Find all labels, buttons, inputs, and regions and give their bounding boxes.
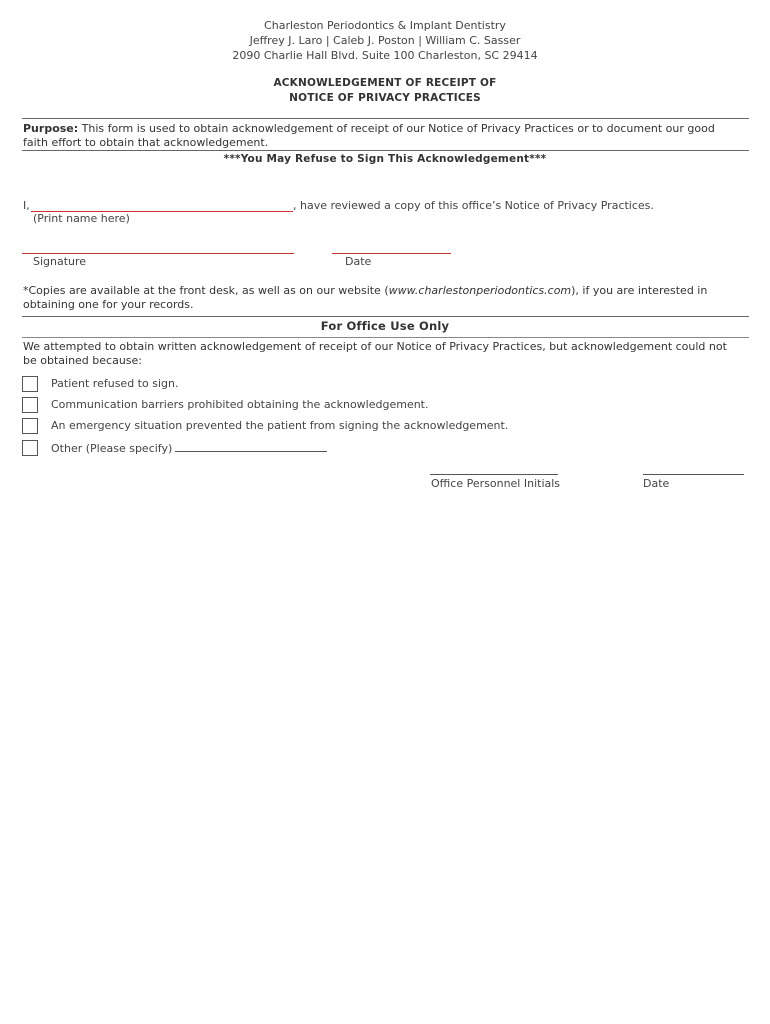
copies-note-before: *Copies are available at the front desk, as well as on our website ( xyxy=(23,284,389,297)
other-option xyxy=(51,441,327,455)
office-date-line[interactable] xyxy=(643,474,744,475)
practice-address: 2090 Charlie Hall Blvd. Suite 100 Charleston, SC 29414 xyxy=(232,49,538,62)
purpose-statement xyxy=(23,122,743,150)
emergency-situation-checkbox[interactable] xyxy=(22,418,38,434)
signature-date-label: Date xyxy=(345,255,372,268)
print-name-hint: (Print name here) xyxy=(33,212,130,225)
option-label: Patient refused to sign. xyxy=(51,377,179,390)
purpose-text: This form is used to obtain acknowledgement of receipt of our Notice of Privacy Practices or to document our good faith effort to obtain that acknowledgement. xyxy=(23,122,715,149)
copies-note xyxy=(23,284,743,312)
refuse-notice: ***You May Refuse to Sign This Acknowledgement*** xyxy=(223,153,547,165)
form-title-line-2: NOTICE OF PRIVACY PRACTICES xyxy=(289,92,481,104)
divider xyxy=(22,316,749,317)
other-checkbox[interactable] xyxy=(22,440,38,456)
office-use-intro: We attempted to obtain written acknowledgement of receipt of our Notice of Privacy Practices, but acknowledgement could not be obtained because: xyxy=(23,340,727,367)
divider xyxy=(22,118,749,119)
ack-prefix: I, xyxy=(23,199,30,212)
signature-label: Signature xyxy=(33,255,87,268)
divider xyxy=(22,337,749,338)
initials-line[interactable] xyxy=(430,474,558,475)
office-date-label: Date xyxy=(643,477,670,490)
website-link[interactable]: www.charlestonperiodontics.com xyxy=(388,284,572,297)
ack-suffix: , have reviewed a copy of this office’s Notice of Privacy Practices. xyxy=(293,199,654,212)
option-label: Other (Please specify) xyxy=(51,442,173,455)
other-specify-field[interactable] xyxy=(175,441,327,452)
patient-refused-checkbox[interactable] xyxy=(22,376,38,392)
purpose-label: Purpose: xyxy=(23,122,79,135)
option-label: An emergency situation prevented the patient from signing the acknowledgement. xyxy=(51,419,509,432)
practice-name: Charleston Periodontics & Implant Dentistry xyxy=(264,19,506,32)
communication-barriers-checkbox[interactable] xyxy=(22,397,38,413)
doctor-names: Jeffrey J. Laro | Caleb J. Poston | William C. Sasser xyxy=(249,34,521,47)
signature-line[interactable] xyxy=(22,253,294,254)
form-title-line-1: ACKNOWLEDGEMENT OF RECEIPT OF xyxy=(273,77,497,89)
option-label: Communication barriers prohibited obtaining the acknowledgement. xyxy=(51,398,429,411)
signature-date-line[interactable] xyxy=(332,253,451,254)
office-use-heading: For Office Use Only xyxy=(320,319,450,333)
divider xyxy=(22,150,749,151)
copies-note-after: ), if you are interested in obtaining one for your records. xyxy=(23,284,708,311)
initials-label: Office Personnel Initials xyxy=(431,477,561,490)
